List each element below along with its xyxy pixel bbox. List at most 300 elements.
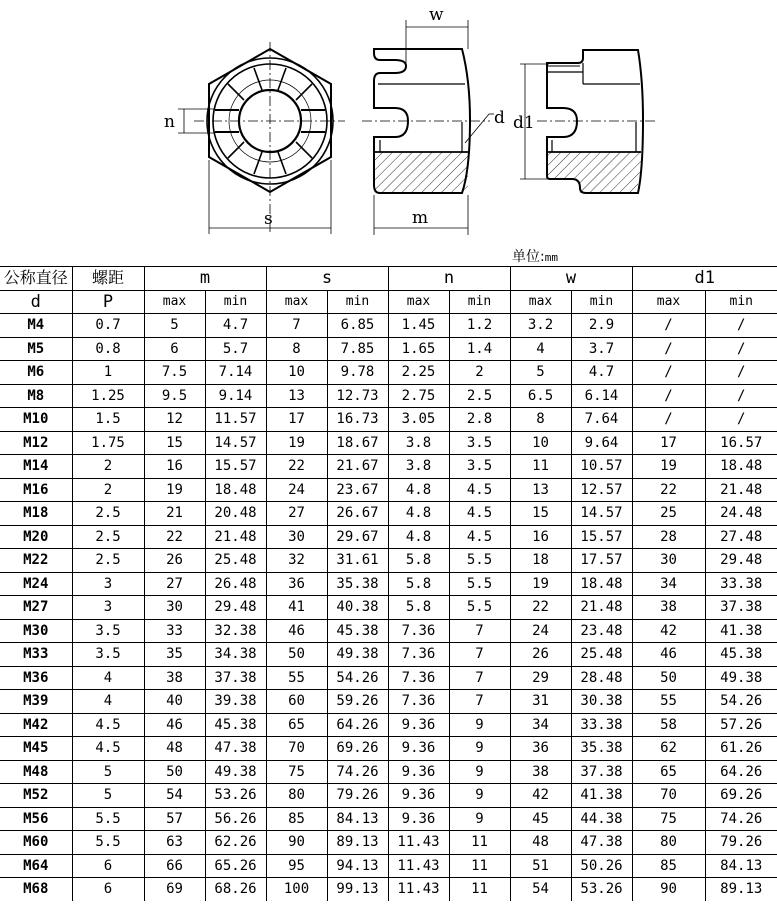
table-body — [0, 314, 777, 901]
cell-w-min: 44.38 — [571, 807, 632, 831]
header-d1-max: max — [632, 290, 705, 314]
cell-n-max: 7.36 — [388, 643, 449, 667]
cell-m-max: 50 — [144, 760, 205, 784]
cell-pitch: 2.5 — [72, 525, 144, 549]
cell-d1-max: 50 — [632, 666, 705, 690]
cell-w-max: 18 — [510, 549, 571, 573]
cell-m-max: 15 — [144, 431, 205, 455]
cell-size: M18 — [0, 502, 72, 526]
cell-w-min: 10.57 — [571, 455, 632, 479]
cell-m-min: 11.57 — [205, 408, 266, 432]
table-row — [0, 713, 777, 737]
cell-m-min: 7.14 — [205, 361, 266, 385]
cell-n-max: 4.8 — [388, 478, 449, 502]
cell-n-min: 11 — [449, 854, 510, 878]
cell-m-min: 34.38 — [205, 643, 266, 667]
cell-size: M4 — [0, 314, 72, 338]
cell-d1-min: 45.38 — [705, 643, 777, 667]
cell-w-max: 42 — [510, 784, 571, 808]
header-group-s: s — [266, 267, 388, 291]
cell-s-max: 55 — [266, 666, 327, 690]
header-group-n: n — [388, 267, 510, 291]
cell-n-min: 11 — [449, 831, 510, 855]
cell-m-max: 7.5 — [144, 361, 205, 385]
header-m-max: max — [144, 290, 205, 314]
cell-w-max: 36 — [510, 737, 571, 761]
cell-s-max: 70 — [266, 737, 327, 761]
cell-w-min: 23.48 — [571, 619, 632, 643]
cell-size: M45 — [0, 737, 72, 761]
cell-m-min: 62.26 — [205, 831, 266, 855]
cell-d1-min: 37.38 — [705, 596, 777, 620]
cell-s-min: 59.26 — [327, 690, 388, 714]
cell-n-max: 2.75 — [388, 384, 449, 408]
cell-d1-min: 74.26 — [705, 807, 777, 831]
cell-s-max: 90 — [266, 831, 327, 855]
cell-d1-min: 24.48 — [705, 502, 777, 526]
cell-n-min: 9 — [449, 713, 510, 737]
cell-w-max: 34 — [510, 713, 571, 737]
table-row — [0, 314, 777, 338]
unit-label — [512, 246, 558, 266]
cell-m-min: 37.38 — [205, 666, 266, 690]
cell-n-min: 9 — [449, 737, 510, 761]
cell-s-min: 26.67 — [327, 502, 388, 526]
cell-size: M42 — [0, 713, 72, 737]
cell-pitch: 1.25 — [72, 384, 144, 408]
cell-d1-min: 57.26 — [705, 713, 777, 737]
table-row — [0, 478, 777, 502]
cell-s-max: 36 — [266, 572, 327, 596]
cell-pitch: 1 — [72, 361, 144, 385]
cell-d1-min: 49.38 — [705, 666, 777, 690]
cell-m-min: 49.38 — [205, 760, 266, 784]
unit-mm: mm — [544, 251, 558, 264]
cell-s-min: 94.13 — [327, 854, 388, 878]
cell-size: M10 — [0, 408, 72, 432]
cell-n-min: 7 — [449, 619, 510, 643]
cell-m-min: 65.26 — [205, 854, 266, 878]
cell-n-max: 9.36 — [388, 760, 449, 784]
cell-d1-min: 69.26 — [705, 784, 777, 808]
cell-d1-min: 27.48 — [705, 525, 777, 549]
nut-technical-drawing — [0, 0, 777, 245]
cell-w-max: 5 — [510, 361, 571, 385]
cell-d1-min: 41.38 — [705, 619, 777, 643]
cell-m-min: 56.26 — [205, 807, 266, 831]
cell-w-min: 50.26 — [571, 854, 632, 878]
cell-d1-min: 89.13 — [705, 878, 777, 901]
cell-w-min: 3.7 — [571, 337, 632, 361]
cell-s-min: 35.38 — [327, 572, 388, 596]
cell-w-max: 22 — [510, 596, 571, 620]
cell-w-min: 28.48 — [571, 666, 632, 690]
cell-w-max: 16 — [510, 525, 571, 549]
cell-d1-min: 54.26 — [705, 690, 777, 714]
cell-n-max: 7.36 — [388, 619, 449, 643]
table-row — [0, 525, 777, 549]
cell-w-min: 33.38 — [571, 713, 632, 737]
cell-d1-min: 79.26 — [705, 831, 777, 855]
cell-size: M12 — [0, 431, 72, 455]
table-row — [0, 455, 777, 479]
table-row — [0, 384, 777, 408]
cell-size: M24 — [0, 572, 72, 596]
table-row — [0, 408, 777, 432]
cell-n-max: 1.45 — [388, 314, 449, 338]
cell-n-max: 3.8 — [388, 431, 449, 455]
cell-pitch: 5 — [72, 760, 144, 784]
cell-size: M39 — [0, 690, 72, 714]
header-s-min: min — [327, 290, 388, 314]
cell-s-max: 95 — [266, 854, 327, 878]
cell-m-max: 33 — [144, 619, 205, 643]
cell-pitch: 0.7 — [72, 314, 144, 338]
cell-pitch: 5.5 — [72, 807, 144, 831]
cell-n-min: 9 — [449, 784, 510, 808]
cell-n-max: 11.43 — [388, 854, 449, 878]
cell-d1-max: 62 — [632, 737, 705, 761]
cell-n-min: 4.5 — [449, 525, 510, 549]
cell-w-min: 12.57 — [571, 478, 632, 502]
cell-d1-min: 29.48 — [705, 549, 777, 573]
table-row — [0, 690, 777, 714]
cell-s-min: 18.67 — [327, 431, 388, 455]
cell-m-min: 5.7 — [205, 337, 266, 361]
cell-m-max: 57 — [144, 807, 205, 831]
cell-pitch: 6 — [72, 878, 144, 901]
cell-d1-max: 65 — [632, 760, 705, 784]
header-group-w: w — [510, 267, 632, 291]
cell-s-max: 60 — [266, 690, 327, 714]
cell-n-min: 5.5 — [449, 596, 510, 620]
cell-w-min: 6.14 — [571, 384, 632, 408]
side-view-slotted — [362, 20, 494, 235]
cell-d1-max: 70 — [632, 784, 705, 808]
cell-s-max: 50 — [266, 643, 327, 667]
cell-d1-max: 90 — [632, 878, 705, 901]
cell-n-min: 2 — [449, 361, 510, 385]
header-n-min: min — [449, 290, 510, 314]
cell-w-min: 9.64 — [571, 431, 632, 455]
cell-s-min: 64.26 — [327, 713, 388, 737]
cell-w-min: 7.64 — [571, 408, 632, 432]
cell-m-min: 14.57 — [205, 431, 266, 455]
cell-s-max: 7 — [266, 314, 327, 338]
cell-size: M8 — [0, 384, 72, 408]
cell-n-min: 2.8 — [449, 408, 510, 432]
cell-w-max: 15 — [510, 502, 571, 526]
cell-w-max: 8 — [510, 408, 571, 432]
cell-m-min: 47.38 — [205, 737, 266, 761]
cell-size: M14 — [0, 455, 72, 479]
cell-s-min: 7.85 — [327, 337, 388, 361]
label-s: s — [264, 209, 273, 229]
cell-w-min: 37.38 — [571, 760, 632, 784]
cell-s-max: 19 — [266, 431, 327, 455]
cell-s-min: 40.38 — [327, 596, 388, 620]
cell-s-max: 65 — [266, 713, 327, 737]
cell-m-min: 15.57 — [205, 455, 266, 479]
cell-w-max: 45 — [510, 807, 571, 831]
cell-m-max: 66 — [144, 854, 205, 878]
cell-pitch: 1.5 — [72, 408, 144, 432]
cell-m-max: 16 — [144, 455, 205, 479]
cell-m-min: 39.38 — [205, 690, 266, 714]
cell-s-min: 12.73 — [327, 384, 388, 408]
cell-s-max: 41 — [266, 596, 327, 620]
cell-m-max: 63 — [144, 831, 205, 855]
cell-m-min: 45.38 — [205, 713, 266, 737]
cell-m-max: 38 — [144, 666, 205, 690]
cell-d1-max: / — [632, 361, 705, 385]
cell-s-max: 17 — [266, 408, 327, 432]
cell-w-max: 31 — [510, 690, 571, 714]
cell-d1-max: 46 — [632, 643, 705, 667]
cell-m-max: 21 — [144, 502, 205, 526]
cell-n-min: 11 — [449, 878, 510, 901]
cell-d1-max: 42 — [632, 619, 705, 643]
cell-d1-min: 64.26 — [705, 760, 777, 784]
cell-n-max: 11.43 — [388, 878, 449, 901]
cell-pitch: 3 — [72, 596, 144, 620]
cell-size: M33 — [0, 643, 72, 667]
table-row — [0, 784, 777, 808]
table-row — [0, 643, 777, 667]
cell-w-min: 14.57 — [571, 502, 632, 526]
cell-d1-max: 75 — [632, 807, 705, 831]
cell-pitch: 2.5 — [72, 502, 144, 526]
cell-d1-min: / — [705, 384, 777, 408]
cell-n-max: 4.8 — [388, 502, 449, 526]
cell-n-max: 4.8 — [388, 525, 449, 549]
cell-pitch: 4 — [72, 690, 144, 714]
cell-s-min: 69.26 — [327, 737, 388, 761]
cell-w-max: 51 — [510, 854, 571, 878]
cell-n-max: 5.8 — [388, 572, 449, 596]
cell-d1-max: 80 — [632, 831, 705, 855]
cell-n-min: 7 — [449, 643, 510, 667]
cell-n-min: 9 — [449, 807, 510, 831]
table-row — [0, 431, 777, 455]
cell-d1-max: / — [632, 314, 705, 338]
cell-size: M6 — [0, 361, 72, 385]
cell-d1-min: 84.13 — [705, 854, 777, 878]
cell-s-max: 27 — [266, 502, 327, 526]
unit-prefix: 单位: — [512, 249, 545, 265]
table-row — [0, 807, 777, 831]
cell-m-min: 18.48 — [205, 478, 266, 502]
cell-n-max: 9.36 — [388, 737, 449, 761]
cell-w-max: 6.5 — [510, 384, 571, 408]
cell-s-max: 85 — [266, 807, 327, 831]
header-group-m: m — [144, 267, 266, 291]
cell-pitch: 3.5 — [72, 619, 144, 643]
cell-m-max: 30 — [144, 596, 205, 620]
cell-d1-min: 33.38 — [705, 572, 777, 596]
cell-s-max: 75 — [266, 760, 327, 784]
table-row — [0, 596, 777, 620]
cell-n-min: 4.5 — [449, 502, 510, 526]
cell-m-min: 21.48 — [205, 525, 266, 549]
label-d: d — [494, 108, 505, 128]
cell-s-max: 46 — [266, 619, 327, 643]
cell-n-max: 7.36 — [388, 666, 449, 690]
cell-d1-max: 17 — [632, 431, 705, 455]
header-n-max: max — [388, 290, 449, 314]
cell-s-min: 74.26 — [327, 760, 388, 784]
cell-d1-max: 38 — [632, 596, 705, 620]
cell-d1-max: 34 — [632, 572, 705, 596]
table-row — [0, 666, 777, 690]
cell-d1-max: 19 — [632, 455, 705, 479]
cell-s-min: 21.67 — [327, 455, 388, 479]
cell-s-max: 10 — [266, 361, 327, 385]
cell-d1-max: 85 — [632, 854, 705, 878]
cell-pitch: 2.5 — [72, 549, 144, 573]
cell-n-max: 2.25 — [388, 361, 449, 385]
cell-size: M36 — [0, 666, 72, 690]
table-row — [0, 737, 777, 761]
cell-pitch: 5 — [72, 784, 144, 808]
cell-s-min: 31.61 — [327, 549, 388, 573]
cell-m-max: 9.5 — [144, 384, 205, 408]
cell-n-max: 3.8 — [388, 455, 449, 479]
table-row — [0, 337, 777, 361]
cell-d1-max: 55 — [632, 690, 705, 714]
cell-n-max: 9.36 — [388, 713, 449, 737]
cell-s-min: 45.38 — [327, 619, 388, 643]
table-row — [0, 549, 777, 573]
cell-pitch: 4.5 — [72, 713, 144, 737]
header-w-max: max — [510, 290, 571, 314]
table-row — [0, 619, 777, 643]
header-nominal-diameter: 公称直径 — [0, 267, 72, 291]
cell-size: M27 — [0, 596, 72, 620]
cell-w-max: 48 — [510, 831, 571, 855]
cell-n-min: 7 — [449, 690, 510, 714]
cell-n-min: 2.5 — [449, 384, 510, 408]
cell-d1-min: / — [705, 337, 777, 361]
cell-m-min: 20.48 — [205, 502, 266, 526]
table-row — [0, 854, 777, 878]
cell-w-max: 11 — [510, 455, 571, 479]
table-row — [0, 572, 777, 596]
cell-m-min: 4.7 — [205, 314, 266, 338]
cell-pitch: 2 — [72, 455, 144, 479]
cell-s-max: 13 — [266, 384, 327, 408]
cell-w-max: 13 — [510, 478, 571, 502]
cell-w-min: 30.38 — [571, 690, 632, 714]
cell-s-max: 80 — [266, 784, 327, 808]
cell-w-min: 47.38 — [571, 831, 632, 855]
header-pitch: 螺距 — [72, 267, 144, 291]
cell-m-max: 22 — [144, 525, 205, 549]
cell-n-min: 3.5 — [449, 455, 510, 479]
cell-pitch: 1.75 — [72, 431, 144, 455]
cell-n-max: 9.36 — [388, 784, 449, 808]
header-s-max: max — [266, 290, 327, 314]
cell-n-min: 3.5 — [449, 431, 510, 455]
header-d1-min: min — [705, 290, 777, 314]
table-header — [0, 267, 777, 314]
cell-w-max: 54 — [510, 878, 571, 901]
cell-size: M20 — [0, 525, 72, 549]
cell-w-max: 29 — [510, 666, 571, 690]
table-row — [0, 361, 777, 385]
cell-m-max: 27 — [144, 572, 205, 596]
cell-m-max: 54 — [144, 784, 205, 808]
cell-pitch: 4.5 — [72, 737, 144, 761]
cell-s-min: 16.73 — [327, 408, 388, 432]
cell-n-max: 5.8 — [388, 549, 449, 573]
cell-s-min: 29.67 — [327, 525, 388, 549]
cell-n-max: 5.8 — [388, 596, 449, 620]
cell-size: M16 — [0, 478, 72, 502]
cell-s-min: 79.26 — [327, 784, 388, 808]
cell-size: M64 — [0, 854, 72, 878]
cell-n-min: 1.2 — [449, 314, 510, 338]
cell-w-min: 4.7 — [571, 361, 632, 385]
header-m-min: min — [205, 290, 266, 314]
cell-pitch: 0.8 — [72, 337, 144, 361]
cell-s-max: 32 — [266, 549, 327, 573]
label-w: w — [429, 5, 444, 25]
label-n: n — [164, 112, 175, 132]
cell-m-min: 53.26 — [205, 784, 266, 808]
cell-size: M68 — [0, 878, 72, 901]
cell-s-min: 9.78 — [327, 361, 388, 385]
cell-s-min: 84.13 — [327, 807, 388, 831]
cell-pitch: 5.5 — [72, 831, 144, 855]
cell-d1-min: 18.48 — [705, 455, 777, 479]
cell-m-max: 19 — [144, 478, 205, 502]
label-d1: d1 — [513, 113, 535, 133]
cell-n-min: 4.5 — [449, 478, 510, 502]
cell-m-min: 9.14 — [205, 384, 266, 408]
header-row-groups — [0, 267, 777, 291]
cell-s-min: 6.85 — [327, 314, 388, 338]
cell-w-max: 38 — [510, 760, 571, 784]
cell-m-min: 25.48 — [205, 549, 266, 573]
cell-w-min: 35.38 — [571, 737, 632, 761]
cell-s-max: 24 — [266, 478, 327, 502]
cell-d1-max: 58 — [632, 713, 705, 737]
cell-pitch: 3 — [72, 572, 144, 596]
table-row — [0, 831, 777, 855]
cell-w-max: 24 — [510, 619, 571, 643]
cell-w-min: 21.48 — [571, 596, 632, 620]
cell-s-min: 89.13 — [327, 831, 388, 855]
cell-size: M5 — [0, 337, 72, 361]
cell-n-min: 5.5 — [449, 572, 510, 596]
cell-w-min: 17.57 — [571, 549, 632, 573]
cell-d1-max: / — [632, 408, 705, 432]
table-row — [0, 502, 777, 526]
cell-m-min: 29.48 — [205, 596, 266, 620]
cell-size: M48 — [0, 760, 72, 784]
cell-d1-min: / — [705, 361, 777, 385]
cell-size: M60 — [0, 831, 72, 855]
cell-n-min: 7 — [449, 666, 510, 690]
cell-m-max: 6 — [144, 337, 205, 361]
table-row — [0, 760, 777, 784]
cell-d1-max: 30 — [632, 549, 705, 573]
cell-w-max: 26 — [510, 643, 571, 667]
cell-w-min: 53.26 — [571, 878, 632, 901]
cell-s-max: 30 — [266, 525, 327, 549]
cell-pitch: 4 — [72, 666, 144, 690]
